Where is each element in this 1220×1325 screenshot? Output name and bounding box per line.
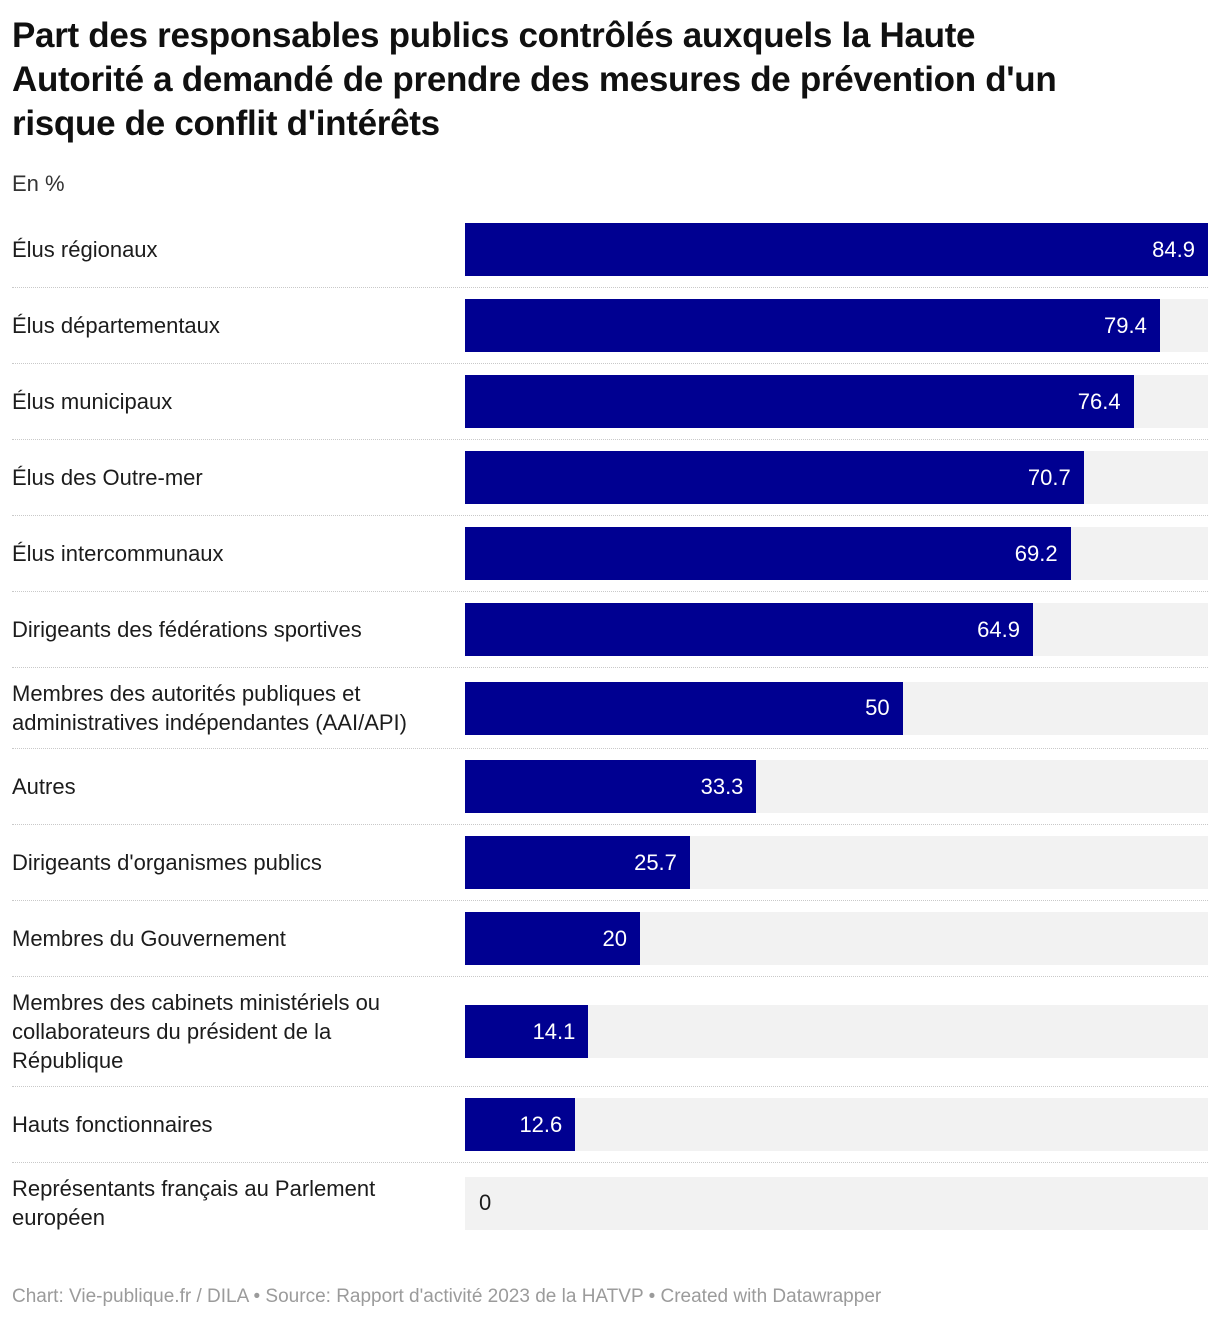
category-label: Élus intercommunaux [12, 541, 224, 566]
bar [465, 682, 903, 735]
bar-value-label: 50 [865, 695, 890, 720]
bar-track [465, 1177, 1208, 1230]
chart-row [12, 749, 1208, 825]
bar-track [465, 223, 1208, 276]
bar-track [465, 451, 1208, 504]
chart-row [12, 901, 1208, 977]
category-label: Élus régionaux [12, 237, 158, 262]
bar-track [465, 299, 1208, 352]
bar-value-label: 69.2 [1014, 540, 1058, 566]
category-label: Dirigeants d'organismes publics [12, 850, 322, 875]
category-label: Élus départementaux [12, 313, 220, 338]
bar-value-label: 70.7 [1027, 464, 1071, 490]
bar-value-label: 20 [602, 925, 628, 951]
bar-value-label: 33.3 [700, 773, 744, 799]
chart-row [12, 288, 1208, 364]
bar [465, 299, 1160, 352]
chart-row [12, 516, 1208, 592]
chart-row [12, 440, 1208, 516]
bar-track [465, 760, 1208, 813]
bar-value-label: 0 [479, 1190, 492, 1215]
chart-subtitle: En % [12, 171, 65, 196]
category-label: Membres des autorités publiques et administratives indépendantes (AAI/API) [12, 681, 407, 735]
bar-value-label: 25.7 [634, 849, 677, 875]
page-title: Part des responsables publics contrôlés auxquels la Haute Autorité a demandé de prendre des mesures de prévention d'un risque de conflit d'intérêts [12, 16, 1057, 143]
chart-row [12, 1087, 1208, 1163]
category-label: Dirigeants des fédérations sportives [12, 617, 362, 642]
bar [465, 527, 1071, 580]
chart-row [12, 825, 1208, 901]
bar-value-label: 14.1 [532, 1018, 576, 1044]
chart-row [12, 668, 1208, 749]
bar [465, 451, 1084, 504]
bar-track [465, 527, 1208, 580]
bar-value-label: 79.4 [1104, 312, 1147, 338]
bar-value-label: 84.9 [1152, 236, 1195, 262]
bar-track [465, 603, 1208, 656]
bar-track [465, 682, 1208, 735]
category-label: Hauts fonctionnaires [12, 1112, 213, 1137]
bar [465, 603, 1033, 656]
bar [465, 760, 756, 813]
chart-row [12, 977, 1208, 1087]
bar [465, 375, 1134, 428]
chart-row [12, 1163, 1208, 1243]
category-label: Élus municipaux [12, 389, 173, 414]
bar-value-label: 12.6 [519, 1111, 563, 1137]
bar-chart [12, 212, 1208, 1243]
chart-row [12, 212, 1208, 288]
bar [465, 836, 690, 889]
category-label: Membres du Gouvernement [12, 926, 286, 951]
bar-track [465, 375, 1208, 428]
bar [465, 1098, 575, 1151]
bar [465, 223, 1208, 276]
category-label: Membres des cabinets ministériels ou collaborateurs du président de la République [12, 990, 381, 1073]
category-label: Autres [12, 774, 76, 799]
footer-credit: Chart: Vie-publique.fr / DILA • Source: Rapport d'activité 2023 de la HATVP • Created with Datawrapper [12, 1286, 882, 1307]
bar-value-label: 64.9 [977, 616, 1020, 642]
bar-value-label: 76.4 [1077, 388, 1121, 414]
chart-row [12, 592, 1208, 668]
category-label: Représentants français au Parlement européen [12, 1176, 376, 1230]
bar-track [465, 912, 1208, 965]
chart-row [12, 364, 1208, 440]
category-label: Élus des Outre-mer [12, 465, 203, 490]
bar-track [465, 836, 1208, 889]
bar-track [465, 1005, 1208, 1058]
bar [465, 1005, 588, 1058]
bar-track [465, 1098, 1208, 1151]
bar [465, 912, 640, 965]
